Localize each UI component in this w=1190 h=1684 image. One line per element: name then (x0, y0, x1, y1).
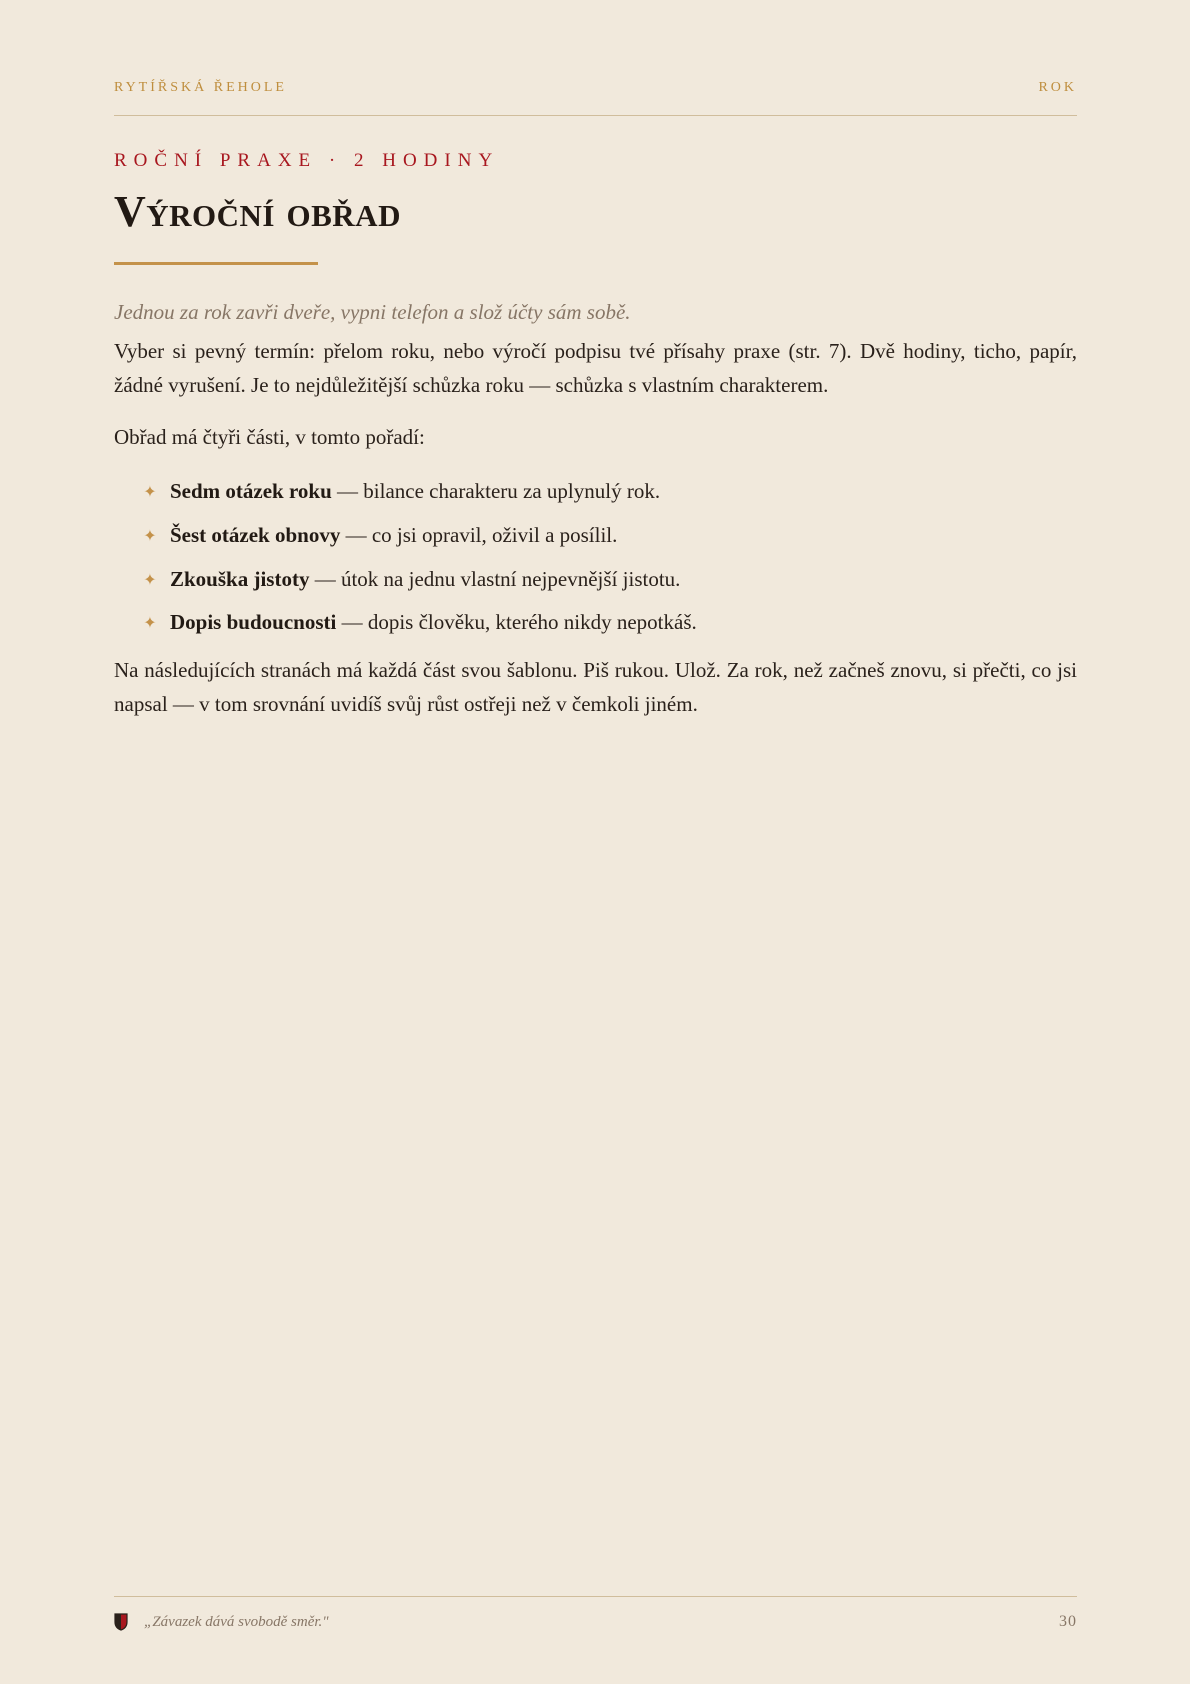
running-header-section: ROK (1038, 80, 1077, 95)
list-item (114, 557, 1077, 601)
title-underline (114, 262, 318, 265)
list-item-description: — dopis člověku, kterého nikdy nepotkáš. (336, 610, 697, 635)
star-bullet-icon: ✦ (143, 613, 157, 633)
running-header-title: RYTÍŘSKÁ ŘEHOLE (114, 80, 287, 95)
list-item (114, 514, 1077, 558)
closing-paragraph: Na následujících stranách má každá část svou šablonu. Piš rukou. Ulož. Za rok, než začneš znovu, si přečti, co jsi napsal — v tom srovnání uvidíš svůj růst ostřeji než v čemkoli jiném. (114, 658, 1077, 716)
intro-paragraph: Vyber si pevný termín: přelom roku, nebo výročí podpisu tvé přísahy praxe (str. 7). Dvě hodiny, ticho, papír, žádné vyrušení. Je to nejdůležitější schůzka roku — schůzka s vlastním charakterem. (114, 339, 1077, 397)
page-footer (114, 1610, 1077, 1634)
header-divider (114, 115, 1077, 116)
section-kicker: ROČNÍ PRAXE · 2 HODINY (114, 150, 500, 171)
list-item-description: — bilance charakteru za uplynulý rok. (331, 479, 661, 504)
list-item (114, 470, 1077, 514)
lede: Jednou za rok zavři dveře, vypni telefon a slož účty sám sobě. (114, 300, 631, 324)
list-item-title: Šest otázek obnovy (170, 523, 341, 548)
list-item-description: — útok na jednu vlastní nejpevnější jistotu. (309, 566, 681, 591)
list-item (114, 601, 1077, 645)
list-item-text (170, 523, 617, 548)
page (114, 0, 1077, 1684)
footer-motto: „Závazek dává svobodě směr." (144, 1613, 329, 1630)
page-number: 30 (1059, 1613, 1077, 1630)
list-item-text (170, 479, 660, 504)
star-bullet-icon: ✦ (143, 482, 157, 502)
list-item-description: — co jsi opravil, oživil a posílil. (340, 523, 618, 548)
star-bullet-icon: ✦ (143, 526, 157, 546)
running-header (114, 80, 1077, 96)
star-bullet-icon: ✦ (143, 569, 157, 589)
footer-motto-group (114, 1613, 329, 1631)
list-item-title: Zkouška jistoty (170, 566, 310, 591)
list-item-title: Sedm otázek roku (170, 479, 332, 504)
list-item-text (170, 567, 680, 592)
ceremony-parts-list (114, 470, 1077, 645)
list-intro-paragraph: Obřad má čtyři části, v tomto pořadí: (114, 425, 425, 449)
list-item-text (170, 610, 697, 635)
footer-divider (114, 1596, 1077, 1597)
page-title: Výroční obřad (114, 187, 401, 236)
list-item-title: Dopis budoucnosti (170, 610, 337, 635)
shield-icon (114, 1613, 128, 1631)
